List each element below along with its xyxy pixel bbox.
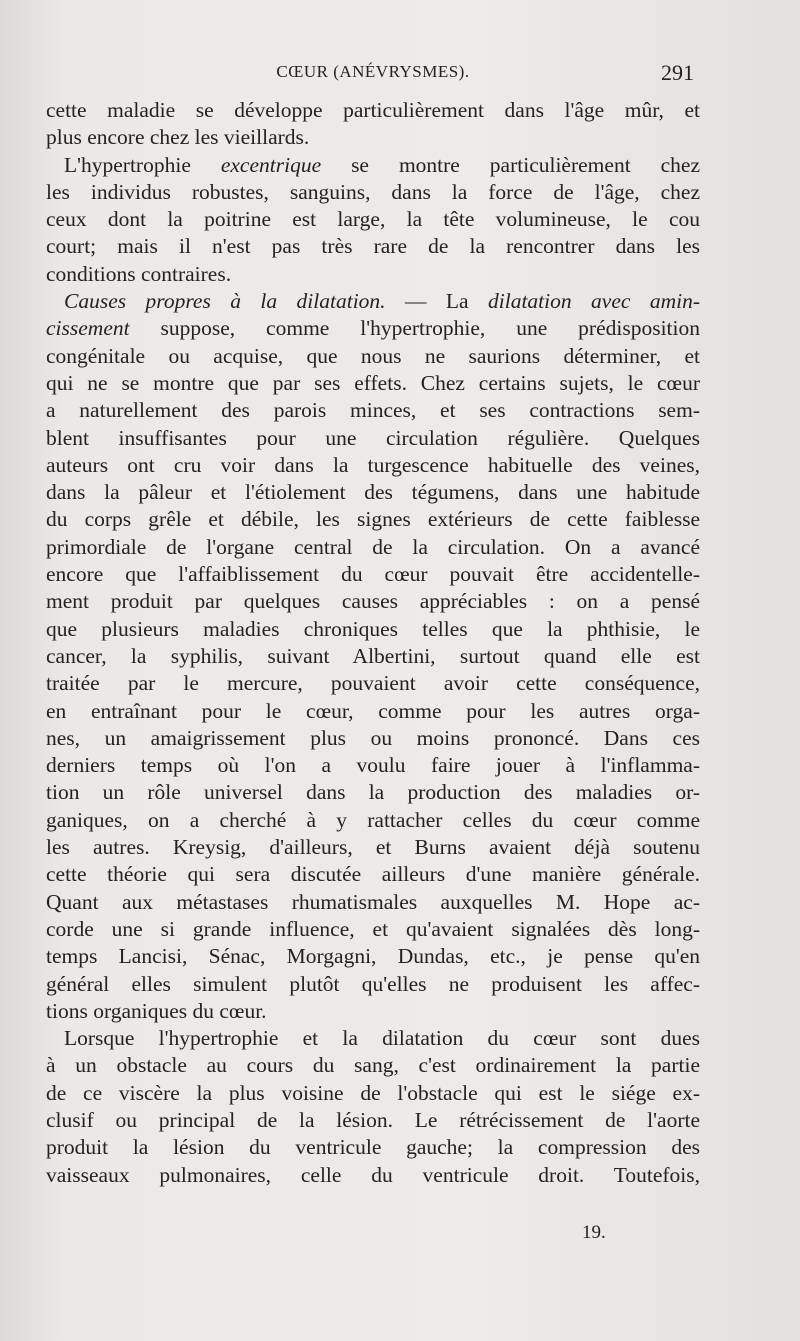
section-heading: Causes propres à la dilatation. bbox=[64, 289, 386, 314]
page-header bbox=[46, 60, 700, 90]
text-line: les individus robustes, sanguins, dans la force de l'âge, chez bbox=[46, 179, 700, 204]
text-line: a naturellement des parois minces, et ses contractions sem- bbox=[46, 398, 700, 423]
running-title: CŒUR (ANÉVRYSMES). bbox=[276, 62, 470, 81]
text-line bbox=[46, 288, 700, 315]
text-line: traitée par le mercure, pouvaient avoir cette conséquence, bbox=[46, 671, 700, 696]
text-line: plus encore chez les vieillards. bbox=[46, 125, 310, 150]
text-line: ganiques, on a cherché à y rattacher celles du cœur comme bbox=[46, 807, 700, 832]
text-line: en entraînant pour le cœur, comme pour les autres orga- bbox=[46, 698, 700, 723]
text-line: ceux dont la poitrine est large, la tête volumineuse, le cou bbox=[46, 207, 700, 232]
line-segment: L'hypertrophie bbox=[64, 152, 221, 177]
text-line: auteurs ont cru voir dans la turgescence habituelle des veines, bbox=[46, 452, 700, 477]
text-line: blent insuffisantes pour une circulation régulière. Quelques bbox=[46, 425, 700, 450]
text-line: ment produit par quelques causes appréciables : on a pensé bbox=[46, 589, 700, 614]
line-segment: se montre particulièrement chez bbox=[321, 152, 701, 177]
text-line: corde une si grande influence, et qu'avaient signalées dès long- bbox=[46, 916, 700, 941]
text-line: général elles simulent plutôt qu'elles ne produisent les affec- bbox=[46, 971, 700, 996]
text-line: clusif ou principal de la lésion. Le rétrécissement de l'aorte bbox=[46, 1107, 700, 1132]
page-number: 291 bbox=[661, 60, 694, 85]
text-line: à un obstacle au cours du sang, c'est ordinairement la partie bbox=[46, 1053, 700, 1078]
text-line: congénitale ou acquise, que nous ne saurions déterminer, et bbox=[46, 343, 700, 368]
text-line: tion un rôle universel dans la production des maladies or- bbox=[46, 780, 700, 805]
text-line: que plusieurs maladies chroniques telles que la phthisie, le bbox=[46, 616, 700, 641]
text-line: qui ne se montre que par ses effets. Chez certains sujets, le cœur bbox=[46, 370, 700, 395]
text-line: produit la lésion du ventricule gauche; la compression des bbox=[46, 1135, 700, 1160]
text-line: conditions contraires. bbox=[46, 261, 232, 286]
signature-mark: 19. bbox=[582, 1222, 606, 1243]
text-line: temps Lancisi, Sénac, Morgagni, Dundas, etc., je pense qu'en bbox=[46, 944, 700, 969]
italic-term: dilatation avec amin- bbox=[488, 289, 700, 314]
italic-term: excentrique bbox=[220, 152, 322, 177]
text-line: primordiale de l'organe central de la circulation. On a avancé bbox=[46, 534, 700, 559]
text-line: tions organiques du cœur. bbox=[46, 998, 267, 1023]
text-line: cette théorie qui sera discutée ailleurs d'une manière générale. bbox=[46, 862, 700, 887]
text-line: du corps grêle et débile, les signes extérieurs de cette faiblesse bbox=[46, 507, 700, 532]
text-line: Lorsque l'hypertrophie et la dilatation du cœur sont dues bbox=[64, 1026, 700, 1051]
text-line bbox=[46, 152, 700, 179]
text-line: nes, un amaigrissement plus ou moins prononcé. Dans ces bbox=[46, 725, 700, 750]
text-line: encore que l'affaiblissement du cœur pouvait être accidentelle- bbox=[46, 562, 700, 587]
line-segment: — La bbox=[385, 289, 488, 314]
text-line: derniers temps où l'on a voulu faire jouer à l'inflamma- bbox=[46, 753, 700, 778]
text-line: dans la pâleur et l'étiolement des tégumens, dans une habitude bbox=[46, 480, 700, 505]
text-line: cancer, la syphilis, suivant Albertini, surtout quand elle est bbox=[46, 643, 700, 668]
text-line: les autres. Kreysig, d'ailleurs, et Burns avaient déjà soutenu bbox=[46, 835, 700, 860]
italic-term: cissement bbox=[46, 316, 130, 341]
line-segment: suppose, comme l'hypertrophie, une prédisposition bbox=[129, 316, 700, 341]
body-text bbox=[46, 97, 700, 1189]
text-line: de ce viscère la plus voisine de l'obstacle qui est le siége ex- bbox=[46, 1080, 700, 1105]
text-line: vaisseaux pulmonaires, celle du ventricule droit. Toutefois, bbox=[46, 1162, 700, 1187]
text-line: Quant aux métastases rhumatismales auxquelles M. Hope ac- bbox=[46, 889, 700, 914]
text-line: court; mais il n'est pas très rare de la rencontrer dans les bbox=[46, 234, 700, 259]
text-line: cette maladie se développe particulièrement dans l'âge mûr, et bbox=[46, 98, 700, 122]
text-line bbox=[46, 315, 700, 342]
